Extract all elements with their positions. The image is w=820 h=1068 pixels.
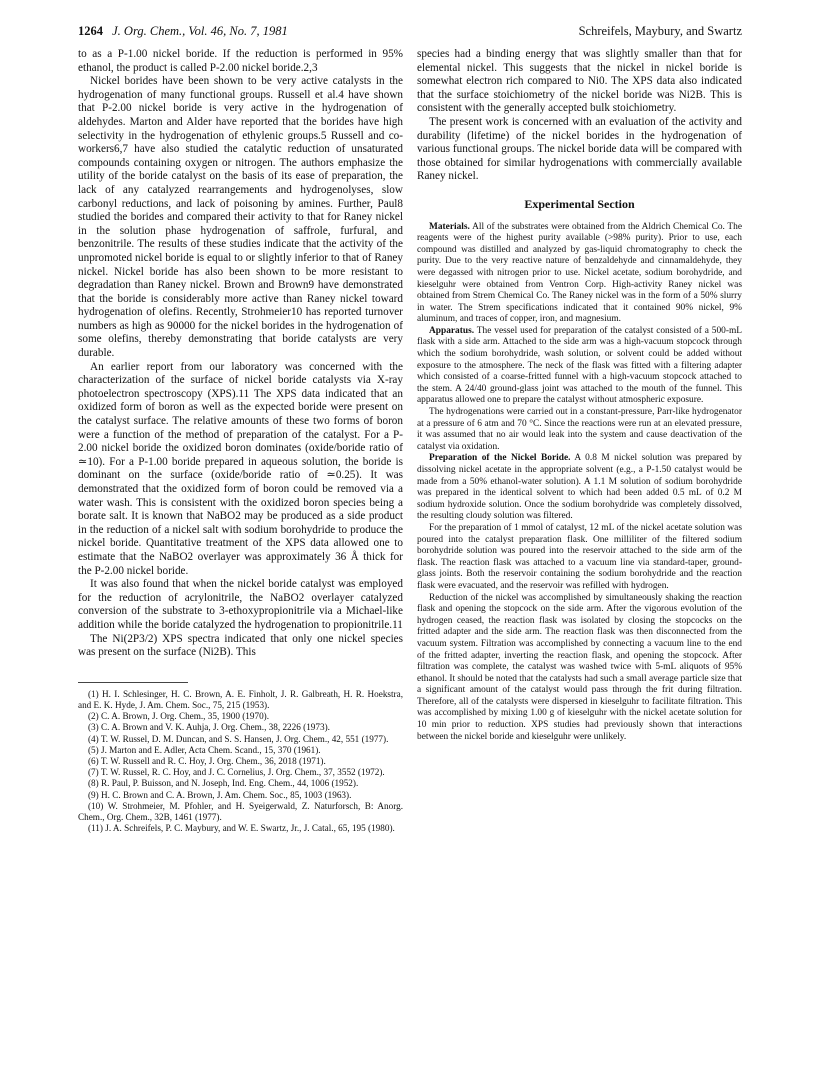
footnote: (4) T. W. Russel, D. M. Duncan, and S. S. Hansen, J. Org. Chem., 42, 551 (1977). [88, 733, 389, 744]
page-number: 1264 [78, 24, 103, 38]
journal-page [78, 24, 742, 834]
paragraph: It was also found that when the nickel boride catalyst was employed for the reduction of acrylonitrile, the NaBO2 overlayer catalyzed conversion of the substrate to 3-ethoxypropionitrile via a Michael-like addition while the boride catalyzed the hydrogenation to propionitrile.11 [78, 578, 403, 631]
footnote: (3) C. A. Brown and V. K. Auhja, J. Org. Chem., 38, 2226 (1973). [88, 722, 330, 733]
section-heading-experimental: Experimental Section [524, 196, 635, 211]
materials-paragraph [417, 222, 742, 326]
materials-text: All of the substrates were obtained from the Aldrich Chemical Co. The reagents were of the highest purity available (>98% purity). Prior to use, each compound was distilled and analyzed by gas-liquid chromatography to check the purity. Due to the very reactive nature of benzaldehyde and cinnamaldehyde, they were degassed with nitrogen prior to use. Nickel acetate, sodium borohydride, and kieselguhr were obtained from Ventron Corp. High-activity Raney nickel was obtained from Strem Chemical Co. The Raney nickel was in the form of a 50% slurry in water. The Strem specifications indicated that it contained 90% nickel, 9% aluminum, and traces of copper, iron, and magnesium. [417, 221, 743, 325]
apparatus-text: The vessel used for preparation of the catalyst consisted of a 500-mL flask with a side arm. Attached to the side arm was a high-vacuum stopcock through which the sodium borohydride, wash solution, or solvent could be added without exposure to the atmosphere. The neck of the flask was fitted with a filtering adapter which consisted of a coarse-fritted funnel with a high-vacuum stopcock attached to the stem. A 24/40 ground-glass joint was attached to the mouth of the funnel. This apparatus allowed one to prepare the catalyst without atmospheric exposure. [417, 325, 742, 406]
footnote: (10) W. Strohmeier, M. Pfohler, and H. Syeigerwald, Z. Naturforsch, B: Anorg. Chem., Org. Chem., 32B, 1461 (1977). [78, 800, 403, 822]
header-authors: Schreifels, Maybury, and Swartz [578, 24, 742, 38]
hydrogenation-paragraph: The hydrogenations were carried out in a constant-pressure, Parr-like hydrogenator at a pressure of 6 atm and 70 °C. Since the reactions were run at an elevated pressure, it was assumed that no air would leak into the system and cause deactivation of the catalyst via oxidation. [417, 407, 742, 452]
footnote: (1) H. I. Schlesinger, H. C. Brown, A. E. Finholt, J. R. Galbreath, H. R. Hoekstra, and E. K. Hyde, J. Am. Chem. Soc., 75, 215 (1953). [78, 688, 403, 710]
right-column [417, 48, 742, 834]
reduction-paragraph: Reduction of the nickel was accomplished by simultaneously shaking the reaction flask and opening the stopcock on the side arm. After the vigorous evolution of the hydrogen ceased, the reaction flask was isolated by closing the stopcocks on the fritted adapter and the side arm. The reaction flask was then disconnected from the vacuum system. Filtration was accomplished by connecting a vacuum line to the end of the fritted adapter, inverting the reaction flask, and opening the stopcock. After filtration was complete, the catalyst was washed twice with 5-mL aliquots of 95% ethanol. It should be noted that the catalysts had such a small average particle size that a significant amount of the catalyst would pass through the frit during filtration. Therefore, all of the catalysts were dispersed in kieselguhr to facilitate filtration. This was accomplished by mixing 1.00 g of kieselguhr with the nickel acetate solution for 10 min prior to reduction. XPS studies had previously shown that interactions between the nickel boride and kieselguhr were unlikely. [417, 592, 742, 742]
materials-heading: Materials. [429, 221, 470, 232]
paragraph: The present work is concerned with an evaluation of the activity and durability (lifetime) of the nickel borides in the hydrogenation of various functional groups. The nickel boride data will be compared with those obtained for similar hydrogenations with commercially available Raney nickel. [417, 115, 742, 183]
apparatus-heading: Apparatus. [429, 325, 475, 336]
footnote: (2) C. A. Brown, J. Org. Chem., 35, 1900 (1970). [88, 711, 270, 722]
footnote: (11) J. A. Schreifels, P. C. Maybury, and W. E. Swartz, Jr., J. Catal., 65, 195 (1980). [88, 823, 395, 834]
paragraph: Nickel borides have been shown to be very active catalysts in the hydrogenation of many functional groups. Russell et al.4 have shown that P-2.00 nickel boride is very active in the hydrogenation of aldehydes. Marton and Alder have reported that the borides have high selectivity in the hydrogenation of ethylenic groups.5 Russell and co-workers6,7 have also studied the catalytic reduction of unsaturated compounds containing oxygen or nitrogen. The authors emphasize the utility of the boride catalyst on the basis of its ease of preparation, the lack of any catalyzed rearrangements and hydrogenolyses, slow carbonyl reductions, and lack of poisoning by amines. Further, Paul8 studied the borides and compared their activity to that for Raney nickel in the solution phase hydrogenation of saffrole, furfural, and benzonitrile. The results of these studies indicate that the activity of the unpromoted nickel boride is equal to or slightly inferior to that of Raney nickel. Nickel boride has also been shown to be more resistant to degradation than Raney nickel. Brown and Brown9 have demonstrated that the boride is considerably more active than Raney nickel toward hydrogenation of olefins. Recently, Strohmeier10 has reported turnover numbers as high as 90000 for the nickel borides in the hydrogenation of some olefins, thereby demonstrating that boride catalysts are very durable. [78, 75, 403, 360]
paragraph: to as a P-1.00 nickel boride. If the reduction is performed in 95% ethanol, the product is called P-2.00 nickel boride.2,3 [78, 48, 403, 74]
running-header [78, 24, 742, 40]
journal-citation: J. Org. Chem., Vol. 46, No. 7, 1981 [112, 24, 288, 38]
experimental-body [417, 222, 742, 744]
paragraph: species had a binding energy that was slightly smaller than that for elemental nickel. This suggests that the nickel in nickel boride is somewhat electron rich compared to Ni0. The XPS data also indicated that the surface stoichiometry of the nickel boride was Ni2B. This is consistent with the generally accepted bulk stoichiometry. [417, 48, 742, 115]
footnote-divider [78, 682, 188, 683]
left-column [78, 48, 403, 834]
preparation-paragraph [417, 453, 742, 523]
footnote: (6) T. W. Russell and R. C. Hoy, J. Org. Chem., 36, 2018 (1971). [88, 755, 326, 766]
paragraph: The Ni(2P3/2) XPS spectra indicated that only one nickel species was present on the surface (Ni2B). This [78, 632, 403, 659]
preparation-text: A 0.8 M nickel solution was prepared by dissolving nickel acetate in the appropriate solvent (e.g., a P-1.50 catalyst would be made from a 50% ethanol-water solution). A 1.1 M solution of sodium borohydride was prepared in the identical solvent to which had been added 0.5 mL of 0.2 M sodium hydroxide solution. Once the sodium borohydride was completely dissolved, the resulting cloudy solution was filtered. [417, 453, 742, 522]
header-left [78, 24, 288, 39]
footnote: (7) T. W. Russel, R. C. Hoy, and J. C. Cornelius, J. Org. Chem., 37, 3552 (1972). [88, 767, 385, 778]
preparation-heading: Preparation of the Nickel Boride. [429, 453, 571, 464]
two-column-body [78, 48, 742, 834]
apparatus-paragraph [417, 326, 742, 407]
footnote: (5) J. Marton and E. Adler, Acta Chem. Scand., 15, 370 (1961). [88, 744, 321, 755]
paragraph: An earlier report from our laboratory was concerned with the characterization of the surface of nickel boride catalysts via X-ray photoelectron spectroscopy (XPS).11 The XPS data indicated that an oxidized form of boron as well as the expected boride were present on the catalyst surface. The relative amounts of these two forms of boron were a function of the method of preparation of the catalyst. For a P-2.00 nickel boride the oxidized boron dominates (oxide/boride ratio of ≃10). For a P-1.00 boride prepared in aqueous solution, the boride is dominant on the surface (oxide/boride ratio of ≃0.25). It was demonstrated that the oxidized form of boron could be removed via a water wash. This is consistent with the oxidized boron species being a borate salt. It is known that NaBO2 may be produced as a side product in the reduction of a nickel salt with sodium borohydride to produce the nickel boride. Quantitative treatment of the XPS data allowed one to estimate that the NaBO2 overlayer was approximately 36 Å thick for the P-2.00 nickel boride. [78, 360, 403, 577]
footnote: (8) R. Paul, P. Buisson, and N. Joseph, Ind. Eng. Chem., 44, 1006 (1952). [88, 778, 359, 789]
footnotes [78, 689, 403, 835]
preparation-paragraph-2: For the preparation of 1 mmol of catalyst, 12 mL of the nickel acetate solution was poured into the catalyst preparation flask. One milliliter of the filtered sodium borohydride solution was poured into the reservoir attached to the side arm of the flask. The reaction flask was attached to a vacuum line via standard-taper, ground-glass joints. Both the reservoir containing the sodium borohydride and the reaction flask were evacuated, and the reservoir was refilled with hydrogen. [417, 522, 742, 591]
footnote: (9) H. C. Brown and C. A. Brown, J. Am. Chem. Soc., 85, 1003 (1963). [88, 789, 352, 800]
